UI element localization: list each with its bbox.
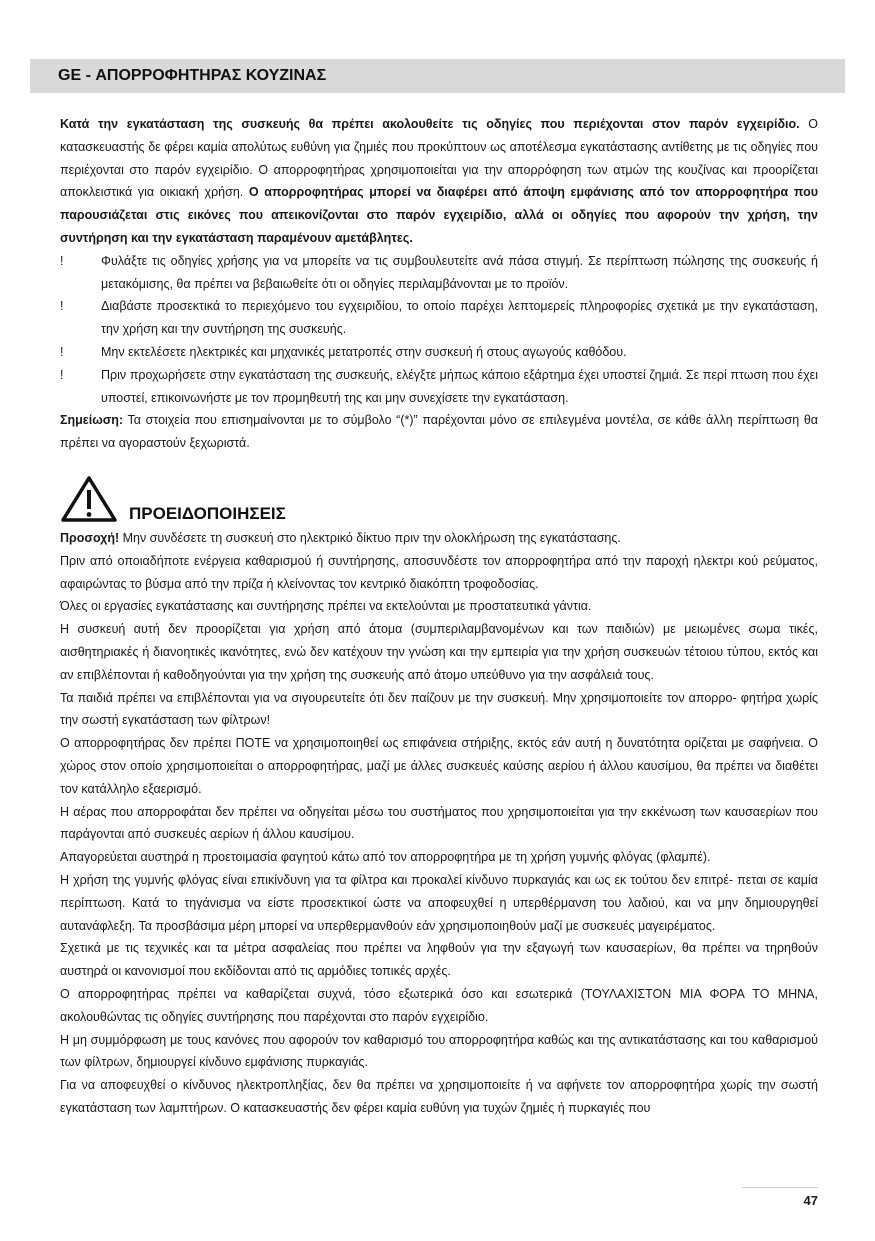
attention-paragraph bbox=[60, 527, 818, 550]
exclamation-icon: ! bbox=[60, 344, 64, 359]
exclamation-icon: ! bbox=[60, 299, 64, 314]
list-item-text: Πριν προχωρήσετε στην εγκατάσταση της συσκευής, ελέγξτε μήπως κάποιο εξάρτημα έχει υποστεί ζημιά. Σε περί πτωση που έχει υποστεί, επικοινωνήστε με τον προμηθευτή της και μην συνεχίσετε την εγκατάσταση. bbox=[101, 367, 818, 405]
list-item-text: Διαβάστε προσεκτικά το περιεχόμενο του εγχειριδίου, το οποίο παρέχει λεπτομερείς πληροφορίες σχετικά με την εγκατάσταση, την χρήση και την συντήρηση της συσκευής. bbox=[101, 299, 818, 337]
note-text: Τα στοιχεία που επισημαίνονται με το σύμβολο “(*)” παρέχονται μόνο σε επιλεγμένα μοντέλα, σε κάθε άλλη περίπτωση θα πρέπει να αγοραστούν ξεχωριστά. bbox=[60, 413, 818, 451]
warnings-section bbox=[60, 475, 818, 1120]
warning-paragraph: Για να αποφευχθεί ο κίνδυνος ηλεκτροπληξίας, δεν θα πρέπει να χρησιμοποιείτε ή να αφήνετε τον απορροφητήρα χωρίς την σωστή εγκατάσταση των λαμπτήρων. Ο κατασκευαστής δεν φέρει καμία ευθύνη για τυχών ζημιές ή πυρκαγιές που bbox=[60, 1078, 818, 1115]
warning-paragraph: Ο απορροφητήρας πρέπει να καθαρίζεται συχνά, τόσο εξωτερικά όσο και εσωτερικά (ΤΟΥΛΑΧΙΣΤΟΝ ΜΙΑ ΦΟΡΑ ΤΟ ΜΗΝΑ, ακολουθώντας τις οδηγίες συντήρησης που παρέχονται στο παρόν εγχειρίδιο. bbox=[60, 986, 818, 1024]
list-item bbox=[60, 295, 818, 341]
attention-text: Μην συνδέσετε τη συσκευή στο ηλεκτρικό δίκτυο πριν την ολοκλήρωση της εγκατάστασης. bbox=[119, 531, 621, 545]
intro-lead: Κατά την εγκατάσταση της συσκευής θα πρέπει ακολουθείτε τις οδηγίες που περιέχονται στον παρόν εγχειρίδιο. bbox=[60, 117, 800, 131]
list-item-text: Μην εκτελέσετε ηλεκτρικές και μηχανικές μετατροπές στην συσκευή ή στους αγωγούς καθόδου. bbox=[101, 344, 627, 359]
note-label: Σημείωση: bbox=[60, 413, 124, 428]
warnings-title: ΠΡΟΕΙΔΟΠΟΙΗΣΕΙΣ bbox=[129, 504, 286, 523]
list-item bbox=[60, 364, 818, 410]
instruction-list bbox=[60, 250, 818, 410]
warning-paragraph: Σχετικά με τις τεχνικές και τα μέτρα ασφαλείας που πρέπει να ληφθούν για την εξαγωγή των καυσαερίων, θα πρέπει να τηρηθούν αυστηρά οι κανονισμοί που εκδίδονται από τις αρμόδιες τοπικές αρχές. bbox=[60, 941, 818, 979]
warning-paragraph: Η συσκευή αυτή δεν προορίζεται για χρήση από άτομα (συμπεριλαμβανομένων και των παιδιών) με μειωμένες σωμα τικές, αισθητηριακές ή διανοητικές ικανότητες, ενώ δεν κατέχουν την γνώση και την εμπειρία για την χρήση συσκευών τέτοιου τύπου, εκτός και αν επιβλέπονται ή καθοδηγούνται για την χρήση της συσκευής από άτομο υπεύθυνο για την ασφάλειά τους. bbox=[60, 622, 818, 682]
warnings-heading bbox=[60, 475, 818, 527]
warning-paragraph: Απαγορεύεται αυστηρά η προετοιμασία φαγητού κάτω από τον απορροφητήρα με τη χρήση γυμνής φλόγας (φλαμπέ). bbox=[60, 850, 711, 865]
warning-paragraph: Πριν από οποιαδήποτε ενέργεια καθαρισμού ή συντήρησης, αποσυνδέστε τον απορροφητήρα από την παροχή ηλεκτρι κού ρεύματος, αφαιρώντας το βύσμα από την πρίζα ή κλείνοντας τον κεντρικό διακόπτη τροφοδοσίας. bbox=[60, 553, 818, 591]
list-item bbox=[60, 250, 818, 296]
warning-paragraph: Όλες οι εργασίες εγκατάστασης και συντήρησης πρέπει να εκτελούνται με προστατευτικά γάντια. bbox=[60, 599, 592, 614]
exclamation-icon: ! bbox=[60, 253, 64, 268]
intro-body: Ο κατασκευαστής δε φέρει καμία απολύτως ευθύνη για ζημιές που προκύπτουν ως αποτέλεσμα εγκατάστασης αντίθετης με τις οδηγίες που περιέχονται στο παρόν εγχειρίδιο. Ο απορροφητήρας χρησιμοποιείται για την απορρόφηση των ατμών της κουζίνας και προορίζεται αποκλειστικά για οικιακή χρήση. bbox=[60, 117, 818, 200]
warning-paragraph: Η μη συμμόρφωση με τους κανόνες που αφορούν τον καθαρισμό του απορροφητήρα καθώς και της αντικατάστασης και του καθαρισμού των φίλτρων, δημιουργεί κίνδυνο εμφάνισης πυρκαγιάς. bbox=[60, 1032, 818, 1070]
warning-paragraph: Η χρήση της γυμνής φλόγας είναι επικίνδυνη για τα φίλτρα και προκαλεί κίνδυνο πυρκαγιάς και ως εκ τούτου δεν επιτρέ- πεται σε καμία περίπτωση. Κατά το τηγάνισμα να είστε προσεκτικοί ώστε να αποφευχθεί η υπερθέρμανση του λαδιού, και να μην δημιουργηθεί αυτανάφλεξη. Τα προσβάσιμα μέρη μπορεί να υπερθερμανθούν εάν χρησιμοποιηθούν μαζί με συσκευές μαγειρέματος. bbox=[60, 872, 818, 933]
warning-triangle-icon bbox=[60, 475, 118, 523]
section-header-bar bbox=[30, 59, 845, 93]
warning-paragraph: Η αέρας που απορροφάται δεν πρέπει να οδηγείται μέσω του συστήματος που χρησιμοποιείται για την εκκένωση των καυσαερίων που παράγονται από συσκευές αερίων ή άλλου καυσίμου. bbox=[60, 804, 818, 842]
list-item-text: Φυλάξτε τις οδηγίες χρήσης για να μπορείτε να τις συμβουλευτείτε ανά πάσα στιγμή. Σε περίπτωση πώλησης της συσκευής ή μετακόμισης, θα πρέπει να βεβαιωθείτε ότι οι οδηγίες περιλαμβάνονται με το προϊόν. bbox=[101, 253, 818, 291]
section-title: GE - ΑΠΟΡΡΟΦΗΤΗΡΑΣ ΚΟΥΖΙΝΑΣ bbox=[58, 67, 327, 84]
list-item bbox=[60, 341, 818, 364]
attention-label: Προσοχή! bbox=[60, 531, 120, 545]
intro-paragraph bbox=[60, 113, 818, 250]
warnings-body bbox=[60, 527, 818, 1120]
intro-section bbox=[60, 113, 818, 455]
intro-body-bold: Ο απορροφητήρας μπορεί να διαφέρει από άποψη εμφάνισης από τον απορροφητήρα που παρουσιάζεται στις εικόνες που απεικονίζονται στο παρόν εγχειρίδιο, αλλά οι οδηγίες που αφορούν την χρήση, την συντήρηση και την εγκατάσταση παραμένουν αμετάβλητες. bbox=[60, 185, 818, 245]
note-paragraph bbox=[60, 409, 818, 455]
warning-paragraph: Τα παιδιά πρέπει να επιβλέπονται για να σιγουρευτείτε ότι δεν παίζουν με την συσκευή. Μην χρησιμοποιείτε τον απορρο- φητήρα χωρίς την σωστή εγκατάσταση των φίλτρων! bbox=[60, 690, 818, 728]
warning-paragraph: Ο απορροφητήρας δεν πρέπει ΠΟΤΕ να χρησιμοποιηθεί ως επιφάνεια στήριξης, εκτός εάν αυτή η δυνατότητα ορίζεται με σαφήνεια. Ο χώρος στον οποίο χρησιμοποιείται ο απορροφητήρας, μαζί με άλλες συσκευές καύσης αερίου ή άλλου καυσίμου, θα πρέπει να διαθέτει τον κατάλληλο εξαερισμό. bbox=[60, 736, 818, 796]
footer-divider bbox=[742, 1187, 818, 1188]
exclamation-icon: ! bbox=[60, 367, 64, 382]
page-number: 47 bbox=[803, 1193, 818, 1208]
